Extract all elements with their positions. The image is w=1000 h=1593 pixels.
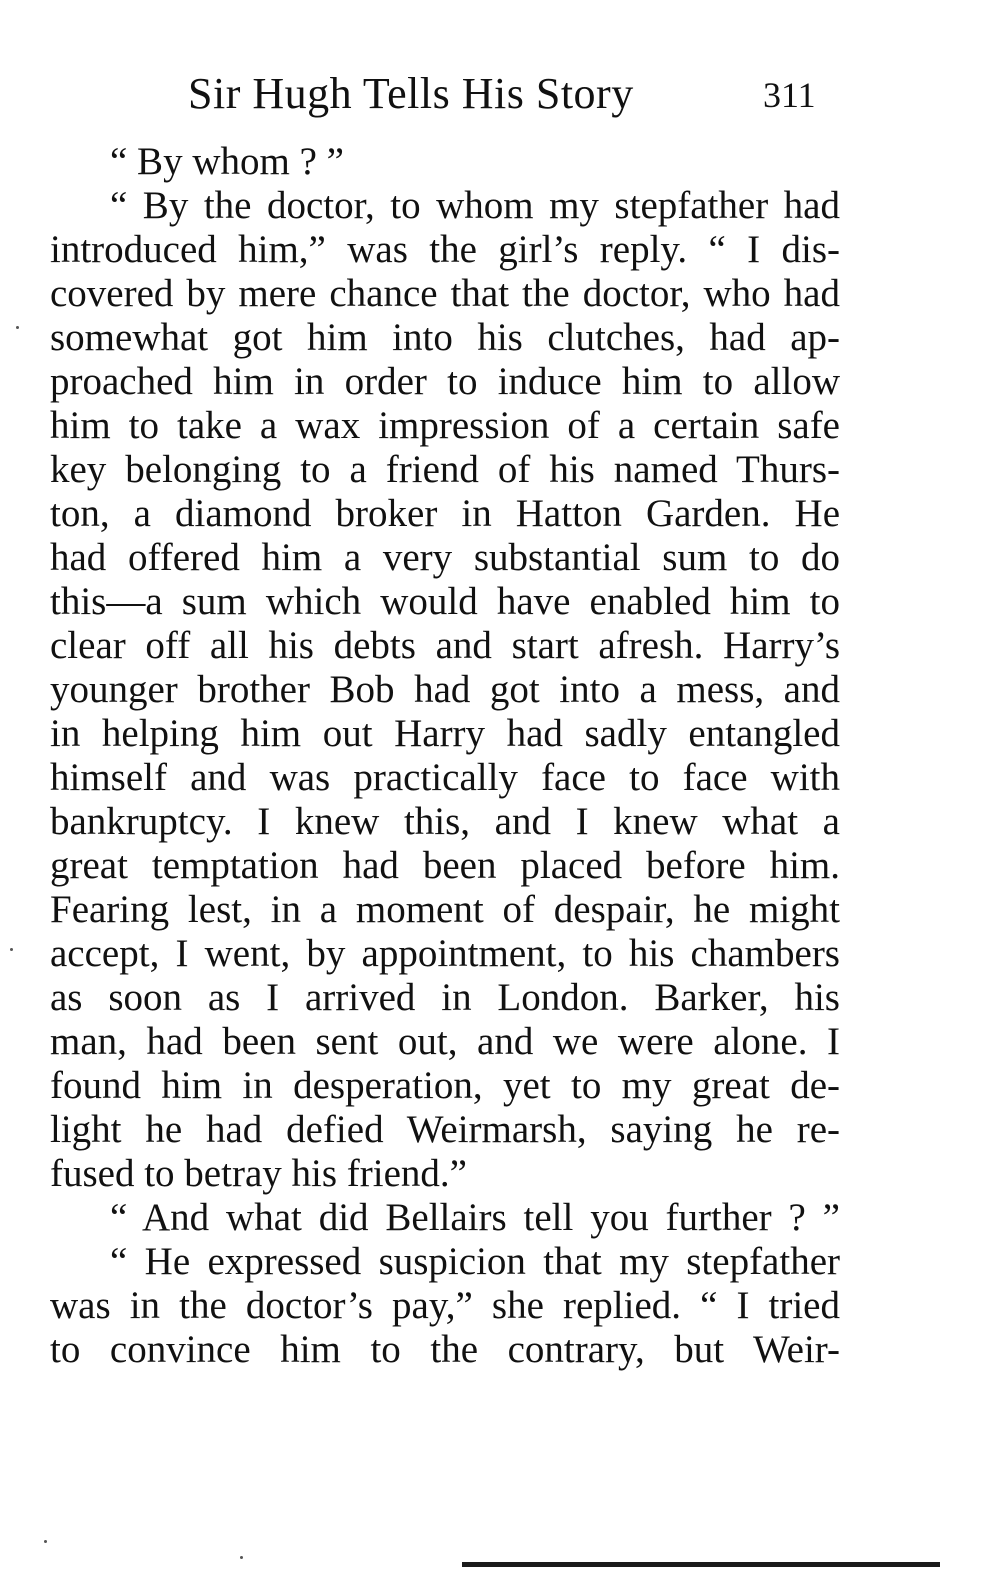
running-head [188,68,848,128]
text-line: “ He expressed suspicion that my stepfather [110,1240,840,1283]
text-line: fused to betray his friend.” [50,1152,467,1195]
text-line: Fearing lest, in a moment of despair, he might [50,888,840,931]
text-line: ton, a diamond broker in Hatton Garden. He [50,492,840,535]
text-line: light he had defied Weirmarsh, saying he re- [50,1108,840,1151]
text-line: somewhat got him into his clutches, had ap- [50,316,840,359]
text-line: was in the doctor’s pay,” she replied. “ I tried [50,1284,840,1327]
text-line: man, had been sent out, and we were alone. I [50,1020,840,1063]
text-line: “ By whom ? ” [110,140,344,183]
text-line: as soon as I arrived in London. Barker, his [50,976,840,1019]
text-line: introduced him,” was the girl’s reply. “ I dis- [50,228,840,271]
scan-speck [10,948,13,951]
text-line: in helping him out Harry had sadly entangled [50,712,840,755]
running-title: Sir Hugh Tells His Story [188,69,634,118]
page-number: 311 [763,75,816,115]
text-line: “ By the doctor, to whom my stepfather had [110,184,840,227]
text-line: younger brother Bob had got into a mess, and [50,668,840,711]
scan-speck [44,1540,47,1543]
text-line: this—a sum which would have enabled him to [50,580,840,623]
text-line: to convince him to the contrary, but Weir- [50,1328,840,1371]
text-line: key belonging to a friend of his named Thurs- [50,448,840,491]
text-line: great temptation had been placed before him. [50,844,840,887]
text-line: found him in desperation, yet to my great de- [50,1064,840,1107]
text-line: covered by mere chance that the doctor, who had [50,272,840,315]
text-line: him to take a wax impression of a certain safe [50,404,840,447]
text-line: accept, I went, by appointment, to his chambers [50,932,840,975]
text-line: bankruptcy. I knew this, and I knew what a [50,800,840,843]
text-line: proached him in order to induce him to allow [50,360,840,403]
text-line: clear off all his debts and start afresh. Harry’s [50,624,840,667]
footer-rule [462,1562,940,1567]
body-text [50,140,840,1372]
text-line: himself and was practically face to face with [50,756,840,799]
text-line: had offered him a very substantial sum to do [50,536,840,579]
scan-speck [16,326,19,329]
text-line: “ And what did Bellairs tell you further ? ” [110,1196,840,1239]
scan-speck [240,1556,243,1559]
